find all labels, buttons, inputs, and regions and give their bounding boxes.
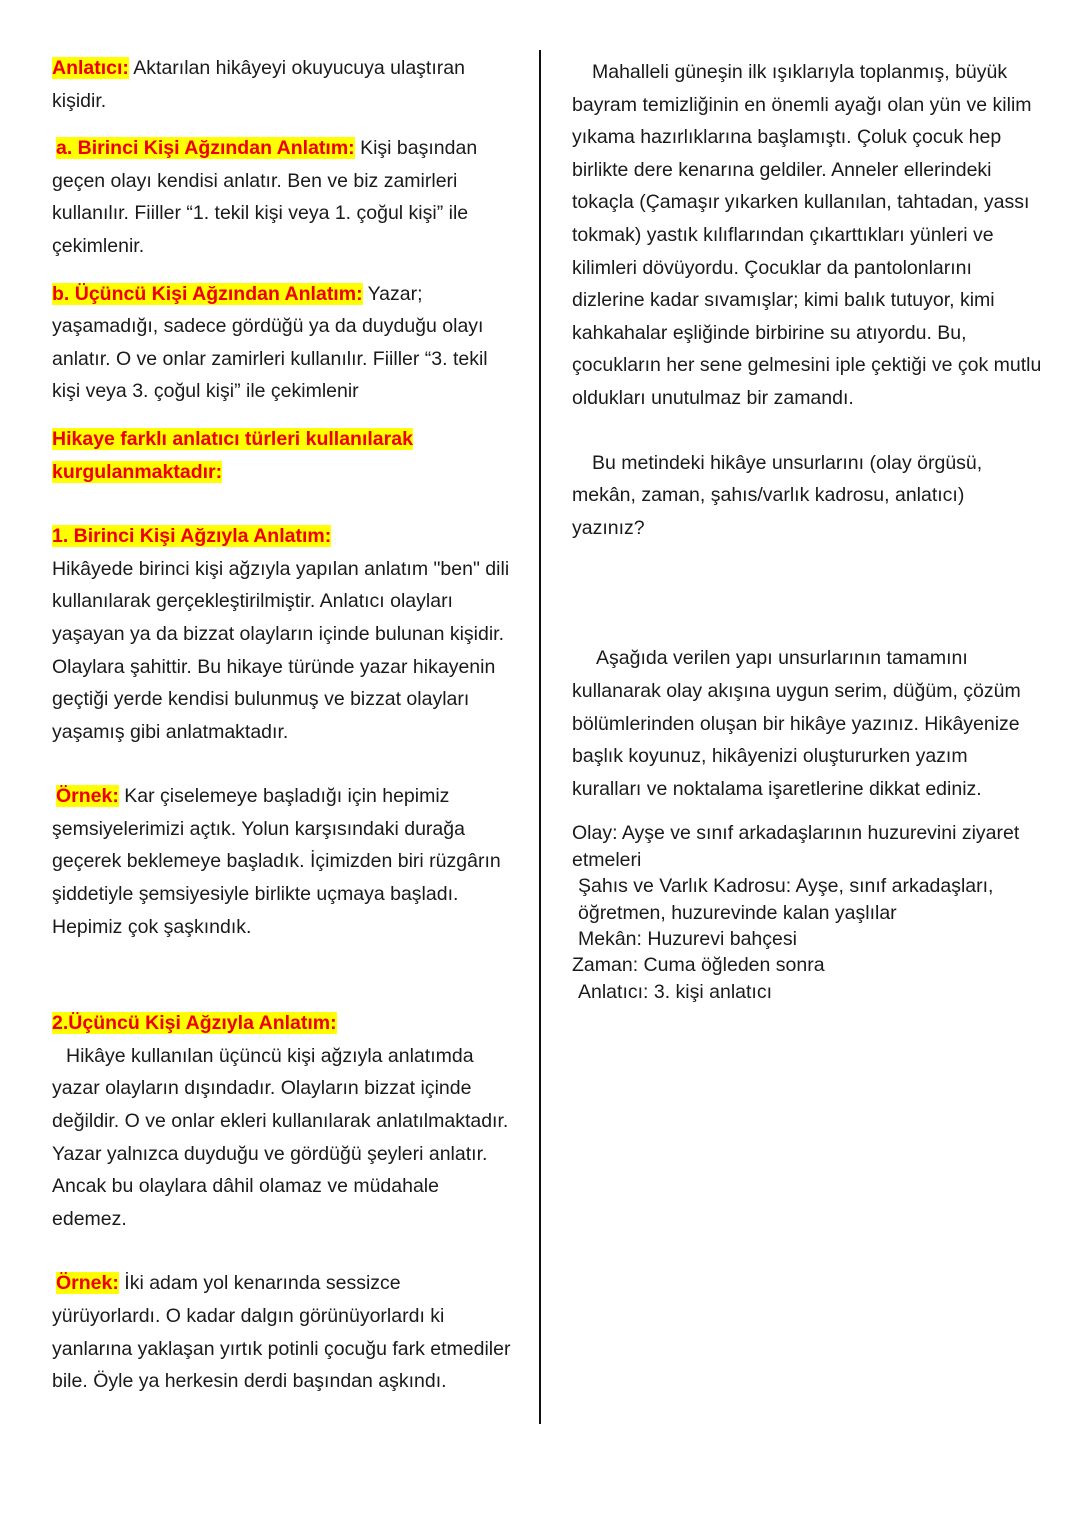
first-person-text: Kişi başından geçen olayı kendisi anlatır. Ben ve biz zamirleri kullanılır. Fiiller “1. tekil kişi veya 1. çoğul kişi” ile çekimlenir. — [52, 137, 478, 257]
example-1-text: Kar çiselemeye başladığı için hepimiz şemsiyelerimizi açtık. Yolun karşısındaki durağa geçerek beklemeye başladık. İçimizden biri rüzgârın şiddetiyle şemsiyesiyle birlikte uçmaya başladı. Hepimiz çok şaşkındık. — [52, 785, 501, 938]
story-paragraph: Mahalleli güneşin ilk ışıklarıyla toplanmış, büyük bayram temizliğinin en önemli ayağı olan yün ve kilim yıkama hazırlıklarına başlamıştı. Çoluk çocuk hep birlikte dere kenarına geldiler. Anneler ellerindeki tokaçla (Çamaşır yıkarken kullanılan, tahtadan, yassı tokmak) yastık kılıflarından çıkarttıkları yünleri ve kilimleri dövüyordu. Çocuklar da pantolonlarını dizlerine kadar sıvamışlar; kimi balık tutuyor, kimi kahkahalar eşliğinde birbirine su atıyordu. Bu, çocukların her sene gelmesini iple çektiği ve çok mutlu oldukları unutulmaz bir zamandı. — [572, 61, 1042, 409]
narrator-types-heading-text: Hikaye farklı anlatıcı türleri kullanılarak kurgulanmaktadır: — [52, 427, 413, 483]
question-story-elements: Bu metindeki hikâye unsurlarını (olay örgüsü, mekân, zaman, şahıs/varlık kadrosu, anlatıcı) yazınız? — [572, 451, 983, 539]
first-person-body: Hikâyede birinci kişi ağzıyla yapılan anlatım "ben" dili kullanılarak gerçekleştirilmiştir. Anlatıcı olayları yaşayan ya da bizzat olayların içinde bulunan kişidir. Olaylara şahittir. Bu hikaye türünde yazar hikayenin geçtiği yerde kendisi bulunmuş ve bizzat olayları yaşamış gibi anlatmaktadır. — [52, 557, 510, 743]
element-zaman: Zaman: Cuma öğleden sonra — [572, 954, 825, 977]
anlatici-text: Aktarılan hikâyeyi okuyucuya ulaştıran kişidir. — [52, 57, 465, 112]
first-person-definition — [52, 132, 514, 262]
third-person-heading-text: 2.Üçüncü Kişi Ağzıyla Anlatım: — [52, 1012, 337, 1035]
third-person-text: Yazar; yaşamadığı, sadece gördüğü ya da duyduğu olayı anlatır. O ve onlar zamirleri kullanılır. Fiiller “3. tekil kişi veya 3. çoğul kişi” ile çekimlenir — [52, 282, 488, 403]
structure-elements-list — [572, 820, 1042, 1005]
first-person-heading-text: 1. Birinci Kişi Ağzıyla Anlatım: — [52, 525, 332, 548]
third-person-definition — [52, 278, 514, 408]
question-write-story: Aşağıda verilen yapı unsurlarının tamamını kullanarak olay akışına uygun serim, düğüm, çözüm bölümlerinden oluşan bir hikâye yazınız. Hikâyenize başlık koyunuz, hikâyenizi oluştururken yazım kuralları ve noktalama işaretlerine dikkat ediniz. — [572, 647, 1021, 800]
element-kadro: Şahıs ve Varlık Kadrosu: Ayşe, sınıf arkadaşları, öğretmen, huzurevinde kalan yaşlılar — [578, 875, 994, 924]
example-1 — [52, 780, 514, 943]
left-column — [52, 52, 514, 1398]
element-anlatici: Anlatıcı: 3. kişi anlatıcı — [578, 980, 773, 1003]
example-2 — [52, 1267, 514, 1397]
example-1-label: Örnek: — [56, 785, 119, 808]
third-person-label: b. Üçüncü Kişi Ağzından Anlatım: — [52, 282, 363, 305]
right-column — [572, 56, 1042, 1005]
anlatici-definition — [52, 52, 514, 117]
example-2-label: Örnek: — [56, 1272, 119, 1295]
first-person-label: a. Birinci Kişi Ağzından Anlatım: — [56, 137, 355, 160]
third-person-heading — [52, 1007, 514, 1040]
first-person-heading — [52, 520, 514, 553]
narrator-types-heading — [52, 423, 514, 488]
anlatici-label: Anlatıcı: — [52, 57, 129, 79]
third-person-body: Hikâye kullanılan üçüncü kişi ağzıyla anlatımda yazar olayların dışındadır. Olayların bizzat içinde değildir. O ve onlar ekleri kullanılarak anlatılmaktadır. Yazar yalnızca duyduğu ve gördüğü şeyleri anlatır. Ancak bu olaylara dâhil olamaz ve müdahale edemez. — [52, 1044, 509, 1230]
element-mekan: Mekân: Huzurevi bahçesi — [578, 927, 797, 950]
example-2-text: İki adam yol kenarında sessizce yürüyorlardı. O kadar dalgın görünüyorlardı ki yanlarına yaklaşan yırtık potinli çocuğu fark etmediler bile. Öyle ya herkesin derdi başından aşkındı. — [52, 1272, 511, 1393]
column-divider — [539, 50, 541, 1424]
element-olay: Olay: Ayşe ve sınıf arkadaşlarının huzurevini ziyaret etmeleri — [572, 822, 1020, 871]
